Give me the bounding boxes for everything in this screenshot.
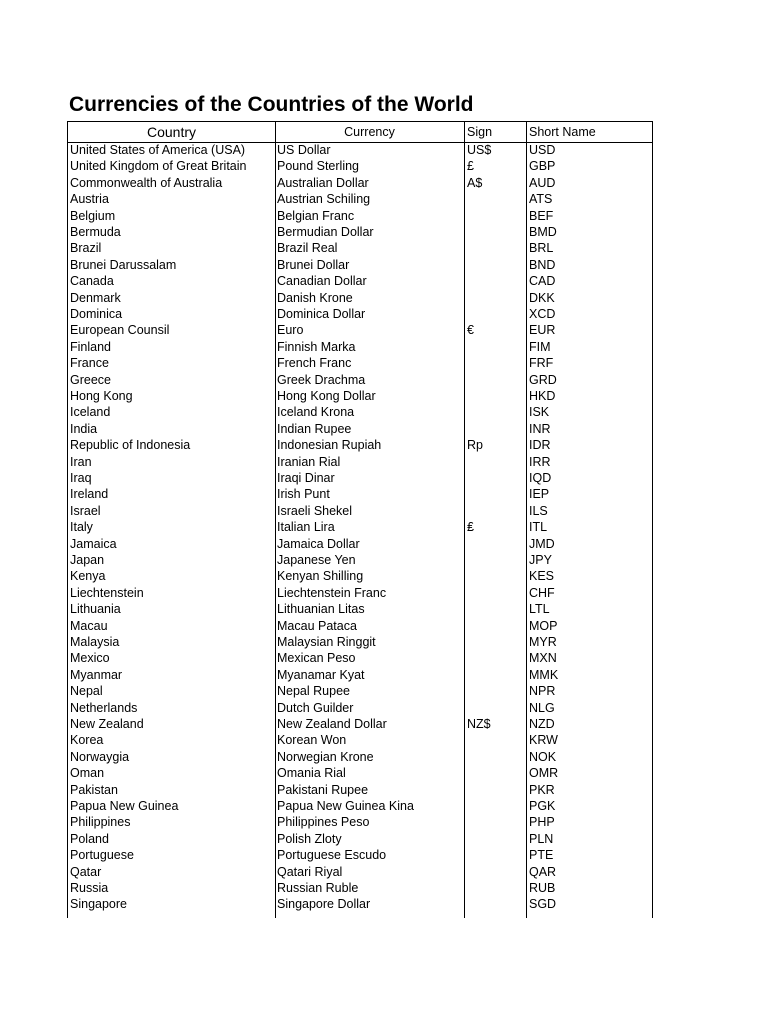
cell-short-name: BMD (529, 225, 557, 239)
cell-country: Philippines (70, 815, 131, 830)
table-row (68, 421, 652, 437)
table-row (68, 650, 652, 666)
cell-short-name: BND (529, 257, 556, 272)
table-row (68, 224, 652, 240)
cell-currency: Japanese Yen (277, 553, 356, 567)
header-sign: Sign (467, 125, 493, 139)
cell-sign (467, 896, 527, 912)
cell-currency: Canadian Dollar (277, 274, 367, 289)
table-row (68, 306, 652, 322)
cell-short-name: PTE (529, 848, 554, 863)
table-row (68, 388, 652, 404)
cell-sign (467, 240, 527, 256)
cell-country: Austria (70, 192, 109, 207)
cell-currency: Nepal Rupee (277, 684, 350, 699)
cell-country: Republic of Indonesia (70, 438, 191, 453)
cell-short-name: FRF (529, 356, 554, 371)
cell-short-name: ILS (529, 503, 548, 518)
cell-short-name: GBP (529, 159, 556, 174)
cell-short-name: ITL (529, 520, 548, 535)
table-row (68, 240, 652, 256)
cell-currency: Greek Drachma (277, 372, 366, 387)
table-row (68, 175, 652, 191)
table-row (68, 437, 652, 453)
cell-sign (467, 880, 527, 896)
cell-currency: Indonesian Rupiah (277, 438, 382, 453)
cell-sign: A$ (467, 175, 483, 190)
cell-short-name: NZD (529, 717, 555, 731)
cell-short-name: MOP (529, 618, 558, 633)
cell-short-name: KES (529, 569, 555, 584)
cell-short-name: SGD (529, 897, 557, 912)
cell-short-name: OMR (529, 766, 559, 781)
cell-country: Poland (70, 831, 109, 846)
cell-currency: Iceland Krona (277, 405, 355, 420)
table-row (68, 536, 652, 552)
cell-sign (467, 486, 527, 502)
cell-sign (467, 782, 527, 798)
cell-country: India (70, 421, 98, 436)
cell-sign (467, 568, 527, 584)
cell-sign (467, 208, 527, 224)
table-row (68, 732, 652, 748)
cell-country: Oman (70, 766, 105, 781)
table-row (68, 503, 652, 519)
cell-sign (467, 372, 527, 388)
cell-country: Netherlands (70, 700, 138, 715)
cell-sign (467, 470, 527, 486)
cell-country: Myanmar (70, 667, 123, 682)
cell-currency: Pound Sterling (277, 159, 360, 174)
cell-currency: Dominica Dollar (277, 307, 366, 321)
table-row (68, 896, 652, 912)
cell-sign (467, 355, 527, 371)
cell-sign (467, 683, 527, 699)
cell-country: Papua New Guinea (70, 799, 179, 813)
cell-sign: Rp (467, 438, 483, 453)
cell-short-name: AUD (529, 175, 556, 190)
cell-currency: Korean Won (277, 733, 347, 748)
cell-short-name: MXN (529, 651, 557, 666)
cell-sign (467, 814, 527, 830)
cell-short-name: CAD (529, 274, 556, 289)
table-row (68, 470, 652, 486)
cell-currency: New Zealand Dollar (277, 717, 387, 731)
cell-short-name: JMD (529, 536, 555, 551)
cell-short-name: ISK (529, 405, 550, 420)
cell-country: Russia (70, 881, 109, 895)
cell-currency: Belgian Franc (277, 208, 355, 223)
table-row (68, 765, 652, 781)
cell-sign (467, 700, 527, 716)
cell-short-name: MYR (529, 635, 557, 649)
cell-currency: Austrian Schiling (277, 192, 371, 207)
table-row (68, 339, 652, 355)
table-row (68, 847, 652, 863)
cell-currency: Iraqi Dinar (277, 471, 335, 485)
cell-short-name: INR (529, 421, 551, 436)
cell-sign (467, 601, 527, 617)
cell-sign (467, 224, 527, 240)
cell-country: Liechtenstein (70, 585, 144, 600)
cell-country: Iraq (70, 471, 92, 485)
page-title: Currencies of the Countries of the World (69, 93, 474, 116)
cell-country: Denmark (70, 290, 121, 305)
cell-currency: Portuguese Escudo (277, 848, 387, 863)
cell-sign: US$ (467, 143, 492, 157)
table-row (68, 782, 652, 798)
table-row (68, 634, 652, 650)
cell-sign (467, 798, 527, 814)
cell-currency: Polish Zloty (277, 831, 342, 846)
table-row (68, 798, 652, 814)
cell-sign (467, 290, 527, 306)
table-row (68, 208, 652, 224)
cell-country: Greece (70, 372, 111, 387)
cell-sign (467, 388, 527, 404)
cell-country: Lithuania (70, 602, 121, 617)
cell-sign: £ (467, 159, 474, 174)
cell-sign (467, 306, 527, 322)
cell-short-name: ATS (529, 192, 553, 207)
cell-sign (467, 585, 527, 601)
cell-sign (467, 503, 527, 519)
header-currency: Currency (344, 125, 395, 139)
cell-country: Kenya (70, 569, 106, 584)
cell-currency: Euro (277, 323, 304, 338)
cell-currency: Indian Rupee (277, 421, 352, 436)
cell-short-name: BRL (529, 241, 554, 256)
cell-currency: French Franc (277, 356, 352, 371)
cell-country: Qatar (70, 864, 102, 879)
cell-sign (467, 404, 527, 420)
cell-currency: Lithuanian Litas (277, 602, 365, 617)
cell-short-name: MMK (529, 667, 559, 682)
cell-short-name: IRR (529, 454, 551, 469)
cell-short-name: CHF (529, 585, 555, 600)
cell-currency: Israeli Shekel (277, 503, 353, 518)
cell-country: Japan (70, 553, 105, 567)
cell-country: Macau (70, 618, 108, 633)
cell-country: Malaysia (70, 635, 120, 649)
cell-currency: Danish Krone (277, 290, 353, 305)
cell-sign (467, 191, 527, 207)
table-row (68, 404, 652, 420)
table-row (68, 191, 652, 207)
cell-short-name: NOK (529, 749, 557, 764)
cell-sign (467, 257, 527, 273)
table-row (68, 618, 652, 634)
cell-country: Dominica (70, 307, 123, 321)
cell-short-name: PKR (529, 782, 555, 797)
cell-country: Jamaica (70, 536, 117, 551)
cell-sign (467, 650, 527, 666)
cell-country: Mexico (70, 651, 110, 666)
cell-currency: Bermudian Dollar (277, 225, 374, 239)
table-row (68, 880, 652, 896)
table-row (68, 667, 652, 683)
header-country: Country (146, 124, 197, 140)
currency-table (67, 121, 653, 918)
cell-short-name: BEF (529, 208, 554, 223)
cell-short-name: IEP (529, 487, 550, 502)
cell-short-name: PLN (529, 831, 554, 846)
cell-currency: Myanamar Kyat (277, 667, 365, 682)
table-header (68, 122, 652, 143)
cell-sign (467, 552, 527, 568)
cell-short-name: XCD (529, 307, 556, 321)
cell-sign (467, 421, 527, 437)
cell-sign (467, 847, 527, 863)
cell-short-name: JPY (529, 553, 552, 567)
cell-currency: Dutch Guilder (277, 700, 354, 715)
table-row (68, 158, 652, 174)
cell-short-name: EUR (529, 323, 556, 338)
cell-short-name: NPR (529, 684, 556, 699)
table-row (68, 519, 652, 535)
table-row (68, 290, 652, 306)
cell-country: New Zealand (70, 717, 144, 731)
cell-country: Brunei Darussalam (70, 257, 177, 272)
cell-country: Belgium (70, 208, 116, 223)
cell-country: European Counsil (70, 323, 170, 338)
cell-short-name: FIM (529, 339, 551, 354)
cell-country: Finland (70, 339, 111, 354)
cell-short-name: PHP (529, 815, 555, 830)
cell-sign (467, 749, 527, 765)
cell-country: Ireland (70, 487, 109, 502)
cell-currency: Italian Lira (277, 520, 335, 535)
cell-currency: Qatari Riyal (277, 864, 343, 879)
cell-currency: Hong Kong Dollar (277, 389, 376, 403)
cell-country: Canada (70, 274, 114, 289)
cell-short-name: IDR (529, 438, 551, 453)
table-row (68, 454, 652, 470)
cell-sign (467, 618, 527, 634)
cell-short-name: GRD (529, 372, 557, 387)
cell-country: Iran (70, 454, 92, 469)
cell-currency: Irish Punt (277, 487, 330, 502)
cell-country: United States of America (USA) (70, 143, 246, 157)
table-row (68, 355, 652, 371)
cell-short-name: RUB (529, 881, 556, 895)
cell-country: Pakistan (70, 782, 118, 797)
cell-currency: Brunei Dollar (277, 257, 350, 272)
cell-currency: Brazil Real (277, 241, 338, 256)
cell-country: Norwaygia (70, 749, 130, 764)
cell-short-name: KRW (529, 733, 558, 748)
cell-currency: Singapore Dollar (277, 897, 371, 912)
cell-currency: Australian Dollar (277, 175, 369, 190)
table-row (68, 814, 652, 830)
cell-country: Singapore (70, 897, 127, 912)
cell-country: France (70, 356, 109, 371)
cell-currency: Russian Ruble (277, 881, 359, 895)
cell-currency: US Dollar (277, 143, 331, 157)
cell-sign (467, 273, 527, 289)
cell-short-name: LTL (529, 602, 550, 617)
table-row (68, 486, 652, 502)
cell-country: Brazil (70, 241, 102, 256)
cell-country: Commonwealth of Australia (70, 175, 223, 190)
cell-country: Korea (70, 733, 104, 748)
table-row (68, 700, 652, 716)
cell-country: Bermuda (70, 225, 121, 239)
cell-currency: Omania Rial (277, 766, 346, 781)
cell-country: Portuguese (70, 848, 134, 863)
cell-short-name: NLG (529, 700, 555, 715)
cell-sign (467, 454, 527, 470)
cell-currency: Pakistani Rupee (277, 782, 369, 797)
cell-country: Hong Kong (70, 389, 133, 403)
cell-currency: Norwegian Krone (277, 749, 374, 764)
cell-sign (467, 864, 527, 880)
table-row (68, 322, 652, 338)
table-row (68, 749, 652, 765)
table-row (68, 372, 652, 388)
cell-country: Israel (70, 503, 101, 518)
cell-currency: Liechtenstein Franc (277, 585, 387, 600)
cell-short-name: QAR (529, 864, 557, 879)
cell-currency: Mexican Peso (277, 651, 356, 666)
table-row (68, 552, 652, 568)
cell-sign (467, 765, 527, 781)
cell-currency: Papua New Guinea Kina (277, 799, 414, 813)
header-short-name: Short Name (529, 125, 596, 139)
table-row (68, 716, 652, 732)
cell-sign (467, 732, 527, 748)
cell-country: Italy (70, 520, 93, 535)
cell-sign: ₤ (467, 520, 474, 535)
cell-sign: € (467, 323, 474, 338)
cell-short-name: DKK (529, 290, 555, 305)
cell-sign (467, 634, 527, 650)
cell-short-name: USD (529, 143, 556, 157)
table-row (68, 601, 652, 617)
cell-currency: Philippines Peso (277, 815, 370, 830)
table-row (68, 257, 652, 273)
cell-sign (467, 536, 527, 552)
cell-currency: Jamaica Dollar (277, 536, 360, 551)
cell-currency: Malaysian Ringgit (277, 635, 376, 649)
cell-country: Nepal (70, 684, 103, 699)
cell-currency: Iranian Rial (277, 454, 341, 469)
cell-short-name: HKD (529, 389, 556, 403)
table-row (68, 142, 652, 158)
table-row (68, 585, 652, 601)
cell-sign (467, 667, 527, 683)
cell-short-name: IQD (529, 471, 552, 485)
cell-currency: Macau Pataca (277, 618, 357, 633)
cell-currency: Kenyan Shilling (277, 569, 364, 584)
cell-sign: NZ$ (467, 717, 491, 731)
table-row (68, 864, 652, 880)
cell-country: United Kingdom of Great Britain (70, 159, 247, 174)
cell-currency: Finnish Marka (277, 339, 356, 354)
cell-short-name: PGK (529, 799, 556, 813)
cell-country: Iceland (70, 405, 111, 420)
table-row (68, 831, 652, 847)
cell-sign (467, 831, 527, 847)
cell-sign (467, 339, 527, 355)
table-row (68, 568, 652, 584)
table-row (68, 273, 652, 289)
table-row (68, 683, 652, 699)
